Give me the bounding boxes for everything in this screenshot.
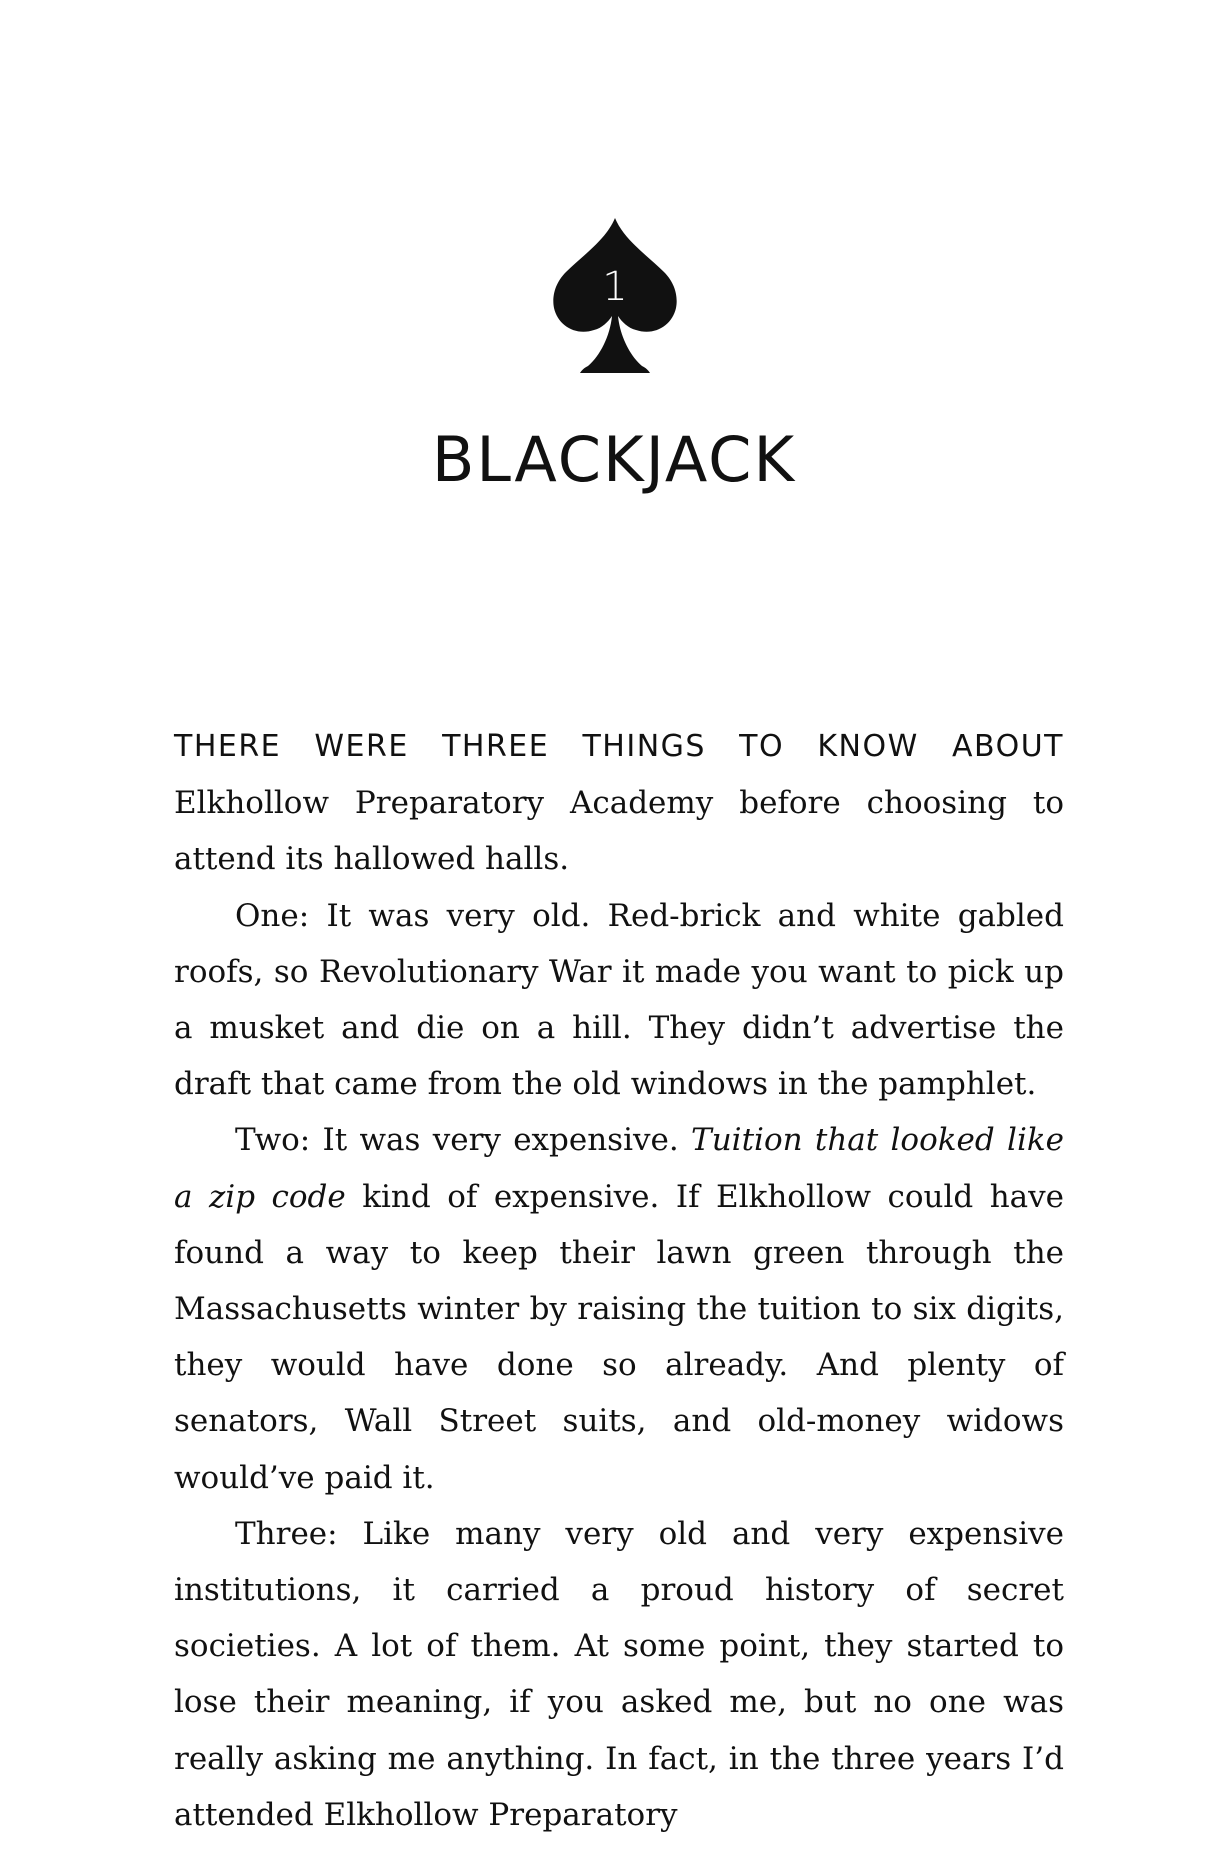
chapter-number: 1: [602, 264, 628, 310]
paragraph-3-start: Two: It was very expensive.: [235, 1122, 692, 1159]
paragraph-4: Three: Like many very old and very expensive institutions, it carried a proud history of secret societies. A lot of them. At some point, they started to lose their meaning, if you asked me, but no one was really asking me anything. In fact, in the three years I’d attended Elkhollow Preparatory: [174, 1515, 1064, 1833]
paragraph-1: [174, 718, 1064, 888]
chapter-body: [174, 718, 1064, 1843]
paragraph-3: [174, 1112, 1064, 1505]
lead-in-caps: THERE WERE THREE THINGS TO KNOW ABOUT: [174, 729, 1064, 764]
chapter-title: BLACKJACK: [431, 423, 797, 496]
paragraph-3-rest: kind of expensive. If Elkhollow could have found a way to keep their lawn green through the Massachusetts winter by raising the tuition to six digits, they would have done so already. And plenty of senators, Wall Street suits, and old-money widows would’ve paid it.: [174, 1178, 1065, 1496]
paragraph-2: One: It was very old. Red-brick and white gabled roofs, so Revolutionary War it made you want to pick up a musket and die on a hill. They didn’t advertise the draft that came from the old windows in the pamphlet.: [174, 897, 1064, 1103]
paragraph-3-italic: Tuition that looked like a zip code: [174, 1122, 1064, 1215]
paragraph-1-text: Elkhollow Preparatory Academy before choosing to attend its hallowed halls.: [174, 785, 1064, 878]
